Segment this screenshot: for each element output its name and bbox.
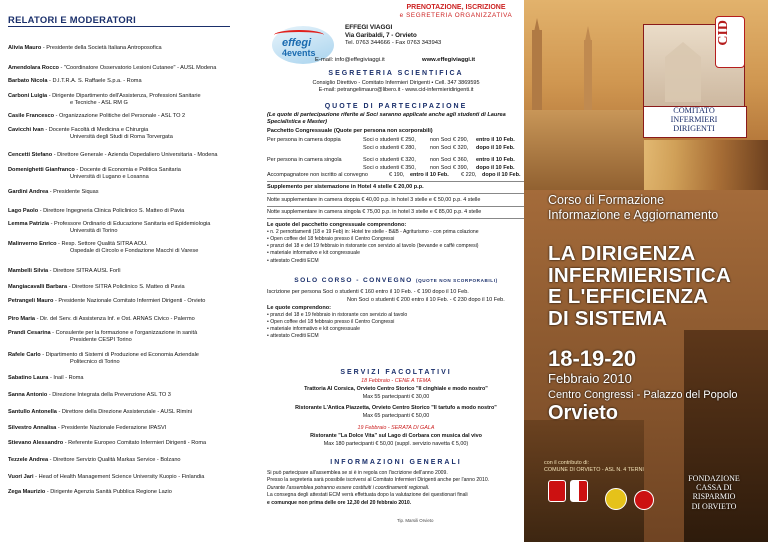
- speaker-entry: [8, 208, 252, 215]
- solo-includes-list: [267, 312, 525, 341]
- speaker-entry: [8, 489, 252, 496]
- speaker-name: Rafele Carlo: [8, 352, 41, 358]
- fee-room-type: Per persona in camera doppia: [267, 137, 341, 143]
- event-dates: 18-19-20: [548, 346, 637, 371]
- fee-member-price: Soci o studenti € 320,: [363, 157, 416, 163]
- speaker-name: Silvestro Annalisa: [8, 425, 57, 431]
- speaker-role: - Professore Ordinario di Educazione Sanitaria ed Epidemiologia: [49, 221, 211, 227]
- event-title: [548, 243, 731, 329]
- fee-nonmember-price: non Soci € 390,: [430, 165, 469, 171]
- includes-title: Le quote del pacchetto congressuale comprendono:: [267, 222, 407, 228]
- agency-website[interactable]: www.effegiviaggi.it: [422, 57, 476, 63]
- patron-label: con il contributo di:: [544, 460, 589, 466]
- solo-members: Iscrizione per persona Soci o studenti € 160 entro il 10 Feb. - € 190 dopo il 10 Feb.: [267, 289, 469, 295]
- speaker-name: Mangiacavalli Barbara: [8, 284, 68, 290]
- speaker-entry: [8, 284, 252, 291]
- speaker-entry: [8, 127, 252, 141]
- speaker-role: - Docente Facoltà di Medicina e Chirurgia: [43, 127, 149, 133]
- event-title-line-1: LA DIRIGENZA: [548, 242, 696, 265]
- companion-price-before: € 190,: [389, 172, 405, 178]
- speaker-name: Sabatino Laura: [8, 375, 49, 381]
- fee-member-price: Soci o studenti € 280,: [363, 145, 416, 151]
- speaker-name: Alivia Mauro: [8, 45, 42, 51]
- social-date-1: 18 Febbraio - CENE A TEMA: [361, 378, 431, 384]
- speaker-role: - Consulente per la formazione e l'organizzazione in sanità: [50, 330, 198, 336]
- speaker-name: Barbato Nicola: [8, 78, 48, 84]
- companion-deadline-after: dopo il 10 Feb.: [482, 172, 521, 178]
- fee-member-price: Soci o studenti € 250,: [363, 137, 416, 143]
- agency-name: EFFEGI VIAGGI: [345, 24, 393, 31]
- speaker-name: Petrangeli Mauro: [8, 298, 54, 304]
- speaker-role: - Direttore SITRA Policlinico S. Matteo di Pavia: [67, 284, 185, 290]
- speaker-entry: [8, 352, 252, 366]
- speaker-entry: [8, 316, 252, 323]
- speakers-divider: [8, 26, 230, 27]
- speaker-name: Prandi Cesarina: [8, 330, 51, 336]
- speaker-role: - Presidente Nazionale Federazione IPASVI: [56, 425, 167, 431]
- speaker-role: - Direttore Ingegneria Clinica Policlinico S. Matteo di Pavia: [38, 208, 185, 214]
- speaker-name: Sanna Antonio: [8, 392, 48, 398]
- speaker-name: Lago Paolo: [8, 208, 39, 214]
- speaker-name: Cavicchi Ivan: [8, 127, 44, 133]
- fees-note: (Le quote di partecipazione riferite ai Soci saranno applicate anche agli studenti di Laurea Specialistica e Master): [267, 112, 506, 126]
- event-city: Orvieto: [548, 402, 619, 424]
- general-info-title: INFORMAZIONI GENERALI: [330, 459, 462, 466]
- speaker-role-line-2: Università di Torino: [70, 227, 118, 234]
- fee-deadline: entro il 10 Feb.: [476, 157, 515, 163]
- fees-package: Pacchetto Congressuale (Quote per persona non scorporabili): [267, 128, 433, 134]
- cid-letters: CID: [716, 20, 731, 46]
- speaker-entry: [8, 268, 252, 275]
- speaker-entry: [8, 167, 252, 181]
- speaker-entry: [8, 425, 252, 432]
- cid-name: COMITATO INFERMIERI DIRIGENTI: [670, 106, 718, 133]
- companion-price-after: € 220,: [461, 172, 477, 178]
- event-title-line-4: DI SISTEMA: [548, 306, 668, 330]
- fee-nonmember-price: non Soci € 360,: [430, 157, 469, 163]
- bullet-item: • materiale informativo e kit congressuale: [267, 250, 360, 257]
- speaker-entry: [8, 113, 252, 120]
- region-seal: [605, 488, 627, 510]
- scientific-title: SEGRETERIA SCIENTIFICA: [328, 70, 464, 77]
- speaker-entry: [8, 375, 252, 382]
- speaker-entry: [8, 298, 252, 305]
- speaker-role: - Docente di Economia e Politica Sanitaria: [74, 167, 181, 173]
- speaker-role-line-2: Università degli Studi di Roma Torvergata: [70, 133, 173, 140]
- speaker-role: - Organizzazione Politiche del Personale - ASL TO 2: [54, 113, 186, 119]
- fee-deadline: entro il 10 Feb.: [476, 137, 515, 143]
- speaker-name: Amendolara Rocco: [8, 65, 59, 71]
- speaker-role: - Dirigente Dipartimento dell'Assistenza, Professioni Sanitarie: [47, 93, 201, 99]
- speaker-entry: [8, 65, 252, 72]
- fee-nonmember-price: non Soci € 290,: [430, 137, 469, 143]
- speaker-role: - Referente Europeo Comitato Infermieri Dirigenti - Roma: [63, 440, 207, 446]
- speaker-entry: [8, 45, 252, 52]
- fee-deadline: dopo il 10 Feb.: [476, 145, 515, 151]
- speaker-name: Lemma Patrizia: [8, 221, 50, 227]
- event-month: Febbraio 2010: [548, 371, 632, 386]
- speaker-name: Tezzele Andrea: [8, 457, 49, 463]
- speaker-name: Gardini Andrea: [8, 189, 49, 195]
- speaker-role: - Direzione Integrata della Prevenzione ASL TO 3: [47, 392, 171, 398]
- social-restaurant-3: Ristorante "La Dolce Vita" sul Lago di Corbara con musica dal vivo: [310, 433, 482, 439]
- speaker-name: Malinverno Enrico: [8, 241, 57, 247]
- effegi-logo: effegi 4events: [268, 22, 336, 66]
- solo-title: SOLO CORSO - CONVEGNO (QUOTE NON SCORPORABILI): [294, 277, 498, 284]
- speakers-panel: [0, 0, 256, 542]
- speaker-entry: [8, 221, 252, 235]
- speaker-role-line-2: Presidente CESPI Torino: [70, 336, 132, 343]
- speaker-role: - Dir. del Serv. di Assistenza Inf. e Ost. ARNAS Civico - Palermo: [35, 316, 195, 322]
- speaker-entry: [8, 409, 252, 416]
- speaker-name: Cencetti Stefano: [8, 152, 53, 158]
- social-restaurant-2-price: Max 65 partecipanti € 50,00: [362, 413, 430, 419]
- printer-credit: Tip. Marsili Orvieto: [397, 518, 434, 523]
- speaker-name: Carboni Luigia: [8, 93, 48, 99]
- fees-title: QUOTE DI PARTECIPAZIONE: [324, 103, 468, 110]
- event-title-line-3: E L'EFFICIENZA: [548, 285, 709, 309]
- speaker-role: - D.I.T.R.A. S. Raffaele S.p.a. - Roma: [47, 78, 142, 84]
- speaker-name: Santullo Antonella: [8, 409, 57, 415]
- speaker-role: - Direttore della Direzione Assistenziale - AUSL Rimini: [56, 409, 192, 415]
- speaker-role-line-2: Università di Lugano e Losanna: [70, 173, 149, 180]
- speaker-role: - Dirigente Agenzia Sanità Pubblica Regione Lazio: [45, 489, 172, 495]
- speaker-role-line-2: Ospedale di Circolo e Fondazione Macchi di Varese: [70, 247, 199, 254]
- solo-non-members: Non Soci o studenti € 200 entro il 10 Feb. - € 230 dopo il 10 Feb.: [347, 297, 505, 303]
- speaker-role: - Resp. Settore Qualità SITRA AOU.: [56, 241, 148, 247]
- speaker-name: Zega Maurizio: [8, 489, 46, 495]
- bullet-item: • attestato Crediti ECM: [267, 257, 319, 264]
- includes-list: [267, 229, 525, 265]
- social-restaurant-1: Trattoria Al Corsica, Orvieto Centro Storico "Il cinghiale e modo nostro": [304, 386, 488, 392]
- speaker-entry: [8, 330, 252, 344]
- event-venue: Centro Congressi - Palazzo del Popolo: [548, 389, 738, 401]
- social-restaurant-2: Ristorante L'Antica Piazzetta, Orvieto Centro Storico "Il tartufo a modo nostro": [295, 405, 497, 411]
- fee-room-type: Per persona in camera singola: [267, 157, 342, 163]
- event-title-line-2: INFERMIERISTICA: [548, 263, 731, 287]
- booking-title: PRENOTAZIONE, ISCRIZIONE: [406, 4, 506, 11]
- speaker-name: Stievano Alessandro: [8, 440, 64, 446]
- supplement-4-stars: Supplemento per sistemazione in Hotel 4 stelle € 20,00 p.p.: [267, 184, 424, 190]
- fee-nonmember-price: non Soci € 320,: [430, 145, 469, 151]
- social-date-2: 19 Febbraio - SERATA DI GALA: [357, 425, 435, 431]
- speaker-entry: [8, 189, 252, 196]
- agency-address: Via Garibaldi, 7 - Orvieto: [345, 32, 417, 39]
- companion-label: Accompagnatore non iscritto al convegno: [267, 172, 368, 178]
- agency-email[interactable]: E-mail: info@effegiviaggi.it: [315, 57, 385, 63]
- speaker-role: - Direttore SITRA AUSL Forlì: [48, 268, 121, 274]
- speaker-role: - Presidente Nazionale Comitato Infermieri Dirigenti - Orvieto: [53, 298, 206, 304]
- fee-deadline: dopo il 10 Feb.: [476, 165, 515, 171]
- bullet-item: • pranzi del 18 e 19 febbraio in ristorante con servizio al tavolo: [267, 312, 408, 318]
- extra-night-double: Notte supplementare in camera doppia € 40,00 p.p. in hotel 3 stelle e € 50,00 p.p. 4 stelle: [267, 197, 481, 203]
- speaker-role: - Direttore Servizio Qualità Markas Service - Bolzano: [48, 457, 181, 463]
- bullet-item: • Open coffee del 18 febbraio presso il Centro Congressi: [267, 236, 395, 243]
- speakers-title: RELATORI E MODERATORI: [8, 14, 137, 25]
- speaker-entry: [8, 78, 252, 85]
- speaker-entry: [8, 440, 252, 447]
- bullet-item: • pranzi del 18 e del 19 febbraio in ristorante con servizio al tavolo (bevande e caffè compresi): [267, 243, 479, 250]
- bullet-item: • materiale informativo e kit congressuale: [267, 326, 360, 333]
- speaker-name: Piro Maria: [8, 316, 36, 322]
- speaker-name: Vuori Jari: [8, 474, 34, 480]
- social-restaurant-1-price: Max 55 partecipanti € 30,00: [362, 394, 430, 400]
- speaker-entry: [8, 457, 252, 464]
- booking-subtitle: e SEGRETERIA ORGANIZZATIVA: [399, 12, 513, 19]
- province-seal: [634, 490, 654, 510]
- asl-crest: [570, 480, 588, 502]
- speaker-role: - Head of Health Management Science University Kuopio - Finlandia: [33, 474, 205, 480]
- foundation-logo: FONDAZIONE CASSA DI RISPARMIO DI ORVIETO: [688, 474, 740, 511]
- social-restaurant-3-price: Max 180 partecipanti € 50,00 (suppl. servizio navetta € 5,00): [323, 441, 469, 447]
- bullet-item: • Open coffee del 18 febbraio presso il Centro Congressi: [267, 319, 395, 326]
- speaker-role: - Direttore Generale - Azienda Ospedaliero Universitaria - Modena: [52, 152, 218, 158]
- speaker-name: Domenighetti Gianfranco: [8, 167, 75, 173]
- speaker-role-line-2: Politecnico di Torino: [70, 358, 120, 365]
- course-line-2: Informazione e Aggiornamento: [548, 208, 719, 222]
- extra-night-single: Notte supplementare in camera singola € 75,00 p.p. in hotel 3 stelle e € 85,00 p.p. 4 stelle: [267, 209, 482, 215]
- speaker-entry: [8, 93, 252, 107]
- bullet-item: • n. 2 pernottamenti (18 e 19 Feb) in: Hotel tre stelle - B&B - Agriturismo - con prima colazione: [267, 229, 479, 235]
- solo-includes-title: Le quote comprendono:: [267, 305, 332, 311]
- speaker-entry: [8, 392, 252, 399]
- cid-logo: [637, 14, 747, 136]
- speaker-role-line-2: e Tecniche - ASL RM G: [70, 99, 128, 106]
- speaker-role: - Inail - Roma: [48, 375, 84, 381]
- info-panel: [267, 0, 525, 542]
- scientific-email[interactable]: E-mail: petrangelimauro@libero.it - www.cid-infermieridirigenti.it: [318, 87, 474, 93]
- speaker-role: - Presidente Siquas: [48, 189, 99, 195]
- bullet-item: • attestato Crediti ECM: [267, 333, 319, 340]
- speaker-entry: [8, 241, 252, 255]
- course-line-1: Corso di Formazione: [548, 193, 665, 207]
- social-title: SERVIZI FACOLTATIVI: [340, 369, 452, 376]
- speaker-role: - Dipartimento di Sistemi di Produzione ed Economia Aziendale: [40, 352, 199, 358]
- speaker-role: - "Coordinatore Osservatorio Lesioni Cutanee" - AUSL Modena: [58, 65, 217, 71]
- agency-phone: Tel. 0763 344666 - Fax 0763 343943: [345, 40, 442, 46]
- companion-deadline-before: entro il 10 Feb.: [410, 172, 449, 178]
- fee-member-price: Soci o studenti € 350,: [363, 165, 416, 171]
- speaker-entry: [8, 474, 252, 481]
- speaker-role: - Presidente della Società Italiana Antroposofica: [41, 45, 162, 51]
- comune-crest: [548, 480, 566, 502]
- speaker-name: Mambelli Silvia: [8, 268, 49, 274]
- speaker-name: Casile Francesco: [8, 113, 55, 119]
- patron-names: COMUNE DI ORVIETO - ASL N. 4 TERNI: [544, 467, 644, 473]
- general-info-text: Si può partecipare all'assemblea se si è in regola con l'iscrizione dell'anno 2009. Presso la segreteria sarà possibile iscriversi al Comitato Infermieri Dirigenti anche per l'anno 2010. Durante l'assemblea potranno essere costituiti i coordinamenti regionali. La consegna degli attestati ECM verrà effettuata dopo la valutazione dei questionari finali e comunque non prima delle ore 12,30 del 20 febbraio 2010.: [267, 470, 490, 506]
- scientific-contact: Consiglio Direttivo - Comitato Infermieri Dirigenti • Cell. 347 3869595: [312, 80, 480, 86]
- speaker-entry: [8, 152, 252, 159]
